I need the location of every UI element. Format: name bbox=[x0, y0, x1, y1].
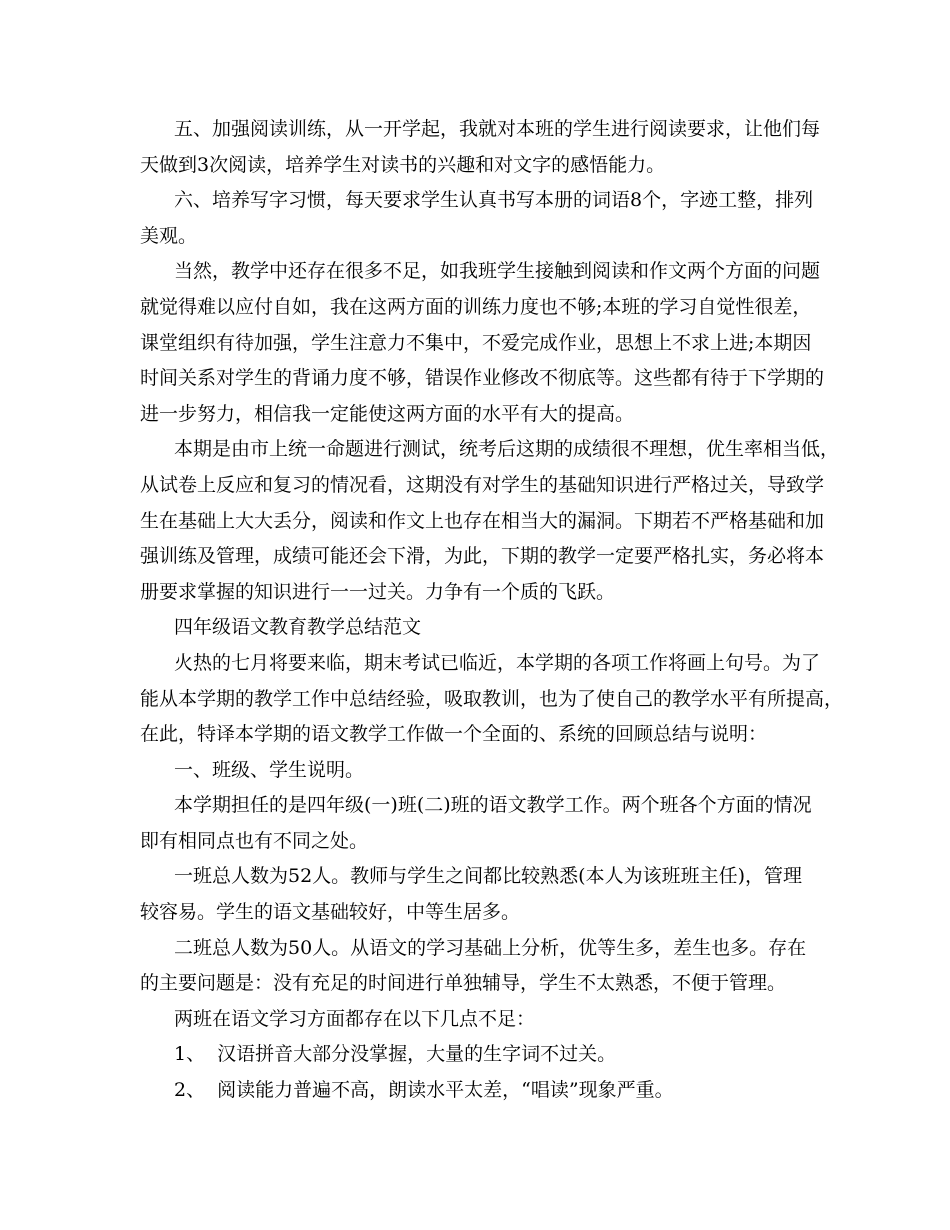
paragraph-line: 就觉得难以应付自如，我在这两方面的训练力度也不够;本班的学习自觉性很差， bbox=[140, 295, 812, 318]
paragraph-line: 天做到3次阅读，培养学生对读书的兴趣和对文字的感悟能力。 bbox=[140, 153, 666, 176]
list-item: 1、 汉语拼音大部分没掌握，大量的生字词不过关。 bbox=[174, 1043, 617, 1066]
paragraph-line: 六、培养写字习惯，每天要求学生认真书写本册的词语8个，字迹工整，排列 bbox=[174, 189, 814, 212]
paragraph-line: 二班总人数为50人。从语文的学习基础上分析，优等生多，差生也多。存在 bbox=[174, 936, 807, 959]
paragraph-line: 两班在语文学习方面都存在以下几点不足： bbox=[174, 1007, 536, 1030]
paragraph-line: 五、加强阅读训练，从一开学起，我就对本班的学生进行阅读要求，让他们每 bbox=[174, 118, 821, 140]
paragraph-line: 美观。 bbox=[140, 224, 198, 247]
paragraph-line: 火热的七月将要来临，期末考试已临近，本学期的各项工作将画上句号。为了 bbox=[174, 651, 821, 674]
document-body bbox=[140, 112, 844, 1109]
list-item: 2、 阅读能力普遍不高，朗读水平太差，“唱读”现象严重。 bbox=[174, 1079, 674, 1102]
paragraph-line: 从试卷上反应和复习的情况看，这期没有对学生的基础知识进行严格过关，导致学 bbox=[140, 473, 825, 496]
paragraph-line: 生在基础上大大丢分，阅读和作文上也存在相当大的漏洞。下期若不严格基础和加 bbox=[140, 509, 825, 532]
paragraph-line: 时间关系对学生的背诵力度不够，错误作业修改不彻底等。这些都有待于下学期的 bbox=[140, 367, 825, 390]
paragraph-line: 本期是由市上统一命题进行测试，统考后这期的成绩很不理想，优生率相当低， bbox=[174, 438, 840, 461]
section-title: 四年级语文教育教学总结范文 bbox=[174, 616, 422, 639]
paragraph-line: 本学期担任的是四年级(一)班(二)班的语文教学工作。两个班各个方面的情况 bbox=[174, 794, 812, 817]
paragraph-line: 较容易。学生的语文基础较好，中等生居多。 bbox=[140, 901, 521, 924]
paragraph-line: 即有相同点也有不同之处。 bbox=[140, 829, 369, 852]
paragraph-line: 强训练及管理，成绩可能还会下滑，为此，下期的教学一定要严格扎实，务必将本 bbox=[140, 545, 825, 568]
paragraph-line: 进一步努力，相信我一定能使这两方面的水平有大的提高。 bbox=[140, 402, 635, 425]
paragraph-line: 在此，特译本学期的语文教学工作做一个全面的、系统的回顾总结与说明： bbox=[140, 723, 768, 746]
paragraph-line: 课堂组织有待加强，学生注意力不集中，不爱完成作业，思想上不求上进;本期因 bbox=[140, 331, 812, 354]
section-heading: 一、班级、学生说明。 bbox=[174, 758, 365, 781]
paragraph-line: 当然，教学中还存在很多不足，如我班学生接触到阅读和作文两个方面的问题 bbox=[174, 260, 821, 283]
paragraph-line: 一班总人数为52人。教师与学生之间都比较熟悉(本人为该班班主任)，管理 bbox=[174, 865, 803, 888]
paragraph-line: 能从本学期的教学工作中总结经验，吸取教训，也为了使自己的教学水平有所提高， bbox=[140, 687, 844, 710]
paragraph-line: 册要求掌握的知识进行一一过关。力争有一个质的飞跃。 bbox=[140, 580, 616, 603]
paragraph-line: 的主要问题是：没有充足的时间进行单独辅导，学生不太熟悉，不便于管理。 bbox=[140, 972, 787, 995]
